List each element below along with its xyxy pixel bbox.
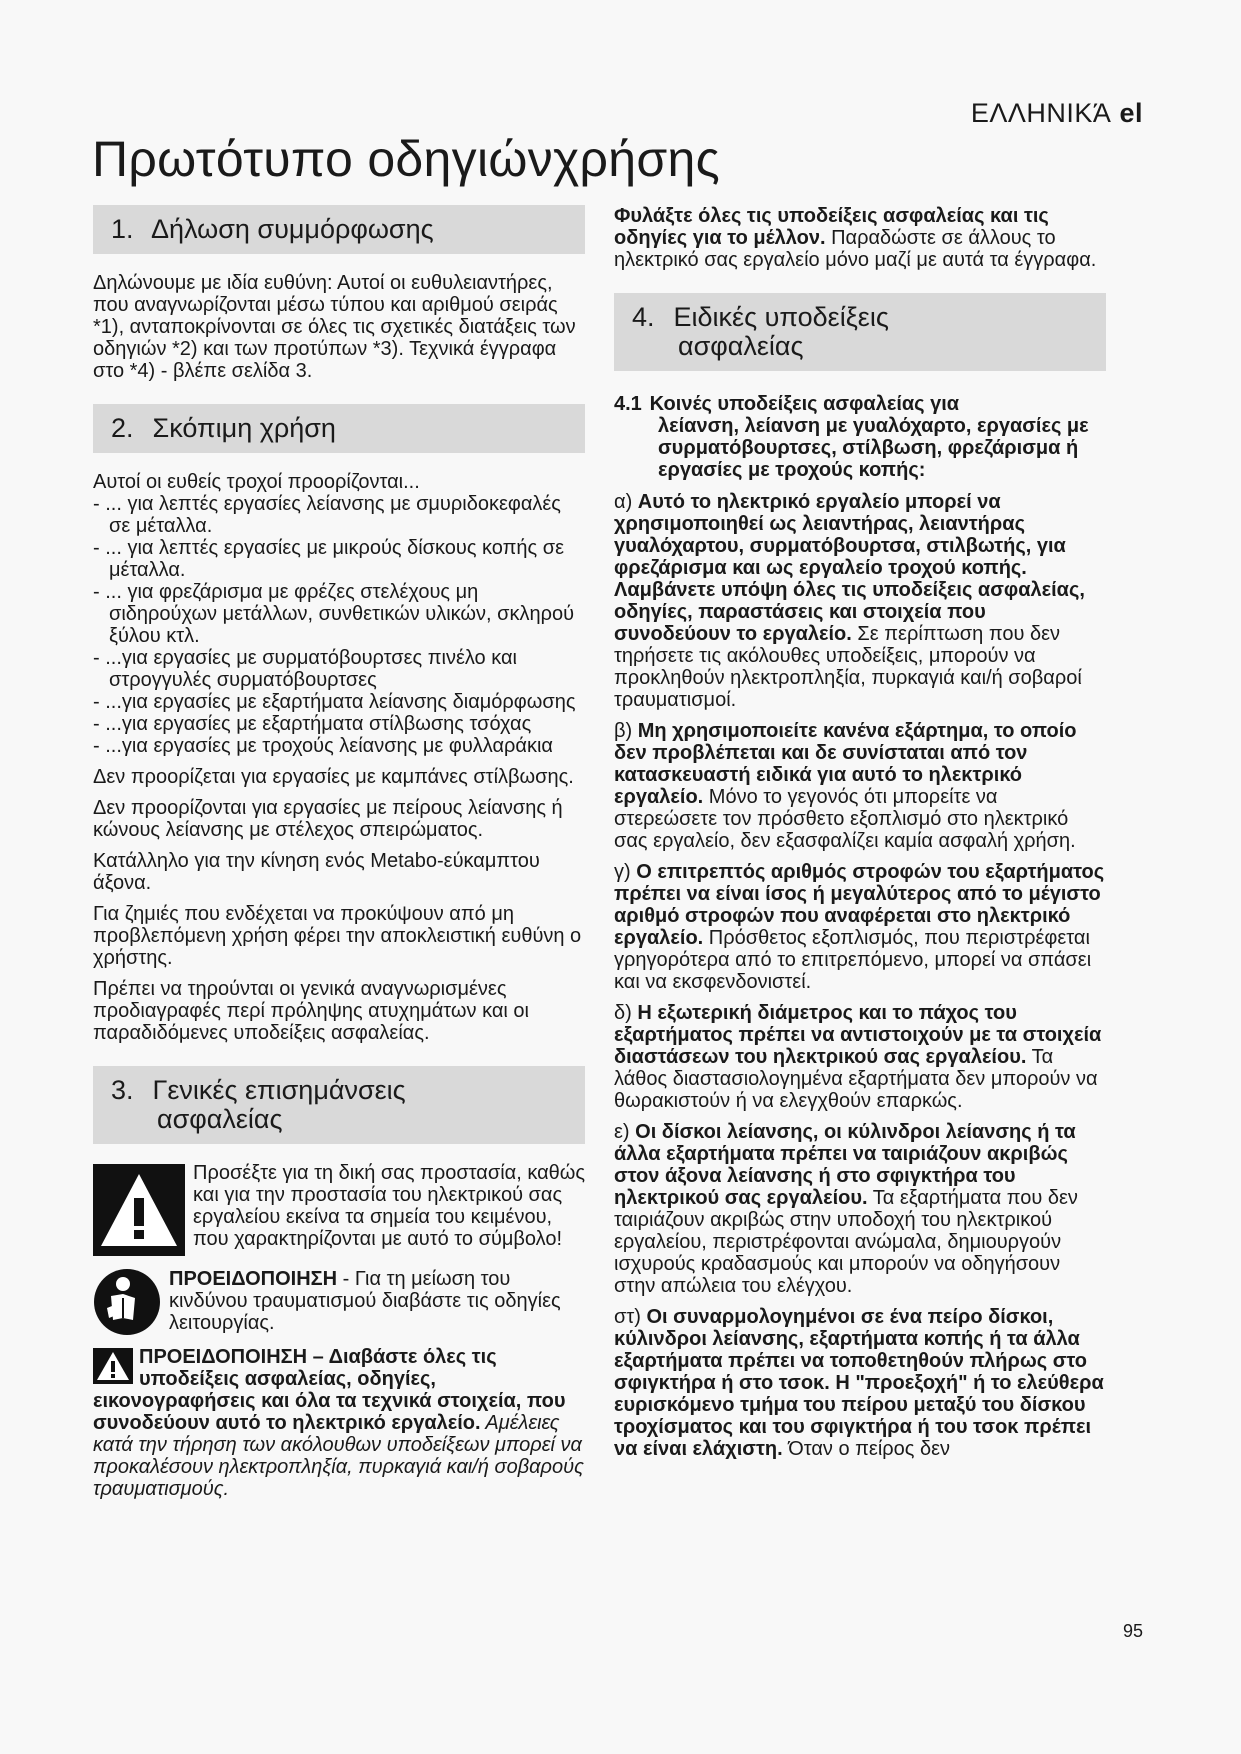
language-header	[971, 98, 1143, 129]
section-3-title-line2: ασφαλείας	[157, 1104, 283, 1134]
item-text: Σε περίπτωση που δεν τηρήσετε τις ακόλουθες υποδείξεις, μπορούν να προκληθούν ηλεκτροπληξία, πυρκαγιά και/ή σοβαροί τραυματισμοί.	[614, 623, 1082, 711]
item-label: ε)	[614, 1121, 636, 1143]
list-item: - ... για λεπτές εργασίες με μικρούς δίσκους κοπής σε μέταλλα.	[93, 537, 564, 581]
list-item: - ... για λεπτές εργασίες λείανσης με σμυριδοκεφαλές σε μέταλλα.	[93, 493, 561, 537]
section-2-paragraph: Δεν προορίζεται για εργασίες με καμπάνες στίλβωσης.	[93, 766, 574, 788]
item-label: στ)	[614, 1306, 647, 1328]
section-1-heading	[93, 205, 585, 254]
section-2-title: Σκόπιμη χρήση	[152, 413, 336, 443]
list-item: - ...για εργασίες με εξαρτήματα στίλβωσης τσόχας	[93, 713, 532, 735]
warning-read-all	[93, 1346, 585, 1500]
keep-instructions-text: Παραδώστε σε άλλους το ηλεκτρικό σας εργαλείο μόνο μαζί με αυτά τα έγγραφα.	[614, 227, 1097, 271]
item-text: Μόνο το γεγονός ότι μπορείτε να στερεώσετε τον πρόσθετο εξοπλισμό στο ηλεκτρικό σας εργαλείο, δεν εξασφαλίζει καμία ασφαλή χρήση.	[614, 786, 1076, 852]
document-title: Πρωτότυπο οδηγιώνχρήσης	[92, 131, 721, 187]
item-bold-text: Αυτό το ηλεκτρικό εργαλείο μπορεί να χρησιμοποιηθεί ως λειαντήρας, λειαντήρας γυαλόχαρτου, συρματόβουρτσα, στιλβωτής, για φρεζάρισμα και ως εργαλείο τροχού κοπής. Λαμβάνετε υπόψη όλες τις υποδείξεις ασφαλείας, οδηγίες, παραστάσεις και στοιχεία που συνοδεύουν το εργαλείο.	[614, 491, 1085, 645]
keep-instructions	[614, 205, 1106, 271]
section-2-intro: Αυτοί οι ευθείς τροχοί προορίζονται...	[93, 471, 420, 493]
section-4-number: 4.	[632, 302, 655, 332]
section-2-paragraph: Για ζημιές που ενδέχεται να προκύψουν από μη προβλεπόμενη χρήση φέρει την αποκλειστική ευθύνη ο χρήστης.	[93, 903, 582, 969]
item-label: δ)	[614, 1002, 638, 1024]
right-column	[614, 205, 1106, 1469]
section-2-heading	[93, 404, 585, 453]
safety-item-e	[614, 1121, 1106, 1297]
section-3-title-line1: Γενικές επισημάνσεις	[152, 1075, 406, 1105]
subsection-4-1-title-rest: λείανση, λείανση με γυαλόχαρτο, εργασίες με συρματόβουρτσες, στίλβωση, φρεζάρισμα ή εργασίες με τροχούς κοπής:	[658, 415, 1089, 481]
item-text: Πρόσθετος εξοπλισμός, που περιστρέφεται γρηγορότερα από το επιτρεπόμενο, μπορεί να σπάσει και να εκσφενδονιστεί.	[614, 927, 1092, 993]
safety-item-c	[614, 861, 1106, 993]
item-text: Όταν ο πείρος δεν	[782, 1438, 951, 1460]
warning-read-manual-text: - Για τη μείωση του κινδύνου τραυματισμού διαβάστε τις οδηγίες λειτουργίας.	[169, 1268, 561, 1334]
warning-general-text: Προσέξτε για τη δική σας προστασία, καθώς και για την προστασία του ηλεκτρικού σας εργαλείου εκείνα τα σημεία του κειμένου, που χαρακτηρίζονται με αυτό το σύμβολο!	[193, 1162, 586, 1250]
subsection-4-1-number: 4.1	[614, 393, 642, 415]
language-code: el	[1119, 98, 1143, 128]
item-label: α)	[614, 491, 638, 513]
section-2-paragraph: Πρέπει να τηρούνται οι γενικά αναγνωρισμένες προδιαγραφές περί πρόληψης ατυχημάτων και οι παραδιδόμενες υποδείξεις ασφαλείας.	[93, 978, 529, 1044]
item-text: Τα λάθος διαστασιολογημένα εξαρτήματα δεν μπορούν να θωρακιστούν ή να ελεγχθούν επαρκώς.	[614, 1046, 1098, 1112]
section-4-heading	[614, 293, 1106, 371]
keep-instructions-bold: Φυλάξτε όλες τις υποδείξεις ασφαλείας και τις οδηγίες για το μέλλον.	[614, 205, 1049, 249]
safety-item-d	[614, 1002, 1106, 1112]
section-2-number: 2.	[111, 413, 134, 443]
list-item: - ... για φρεζάρισμα με φρέζες στελέχους μη σιδηρούχων μετάλλων, συνθετικών υλικών, σκληρού ξύλου κτλ.	[93, 581, 575, 647]
left-column	[93, 205, 585, 1510]
safety-item-a	[614, 491, 1106, 711]
section-1-body: Δηλώνουμε με ιδία ευθύνη: Αυτοί οι ευθυλειαντήρες, που αναγνωρίζονται μέσω τύπου και αριθμού σειράς *1), ανταποκρίνονται σε όλες τις σχετικές διατάξεις των οδηγιών *2) και των προτύπων *3). Τεχνικά έγγραφα στο *4) - βλέπε σελίδα 3.	[93, 272, 576, 382]
list-item: - ...για εργασίες με εξαρτήματα λείανσης διαμόρφωσης	[93, 691, 576, 713]
list-item: - ...για εργασίες με τροχούς λείανσης με φυλλαράκια	[93, 735, 553, 757]
warning-read-manual	[93, 1268, 585, 1336]
safety-item-b	[614, 720, 1106, 852]
item-bold-text: Οι συναρμολογημένοι σε ένα πείρο δίσκοι, κύλινδροι λείανσης, εξαρτήματα κοπής ή τα άλλα εξαρτήματα πρέπει να τοποθετηθούν πλήρως στο σφιγκτήρα ή στο τσοκ. Η "προεξοχή" ή το ελεύθερα ευρισκόμενο τμήμα του πείρου μεταξύ του δίσκου τροχίσματος και του σφιγκτήρα ή του τσοκ πρέπει να είναι ελάχιστη.	[614, 1306, 1104, 1460]
warning-read-all-italic: Αμέλειες κατά την τήρηση των ακόλουθων υποδείξεων μπορεί να προκαλέσουν ηλεκτροπληξία, πυρκαγιά και/ή σοβαρούς τραυματισμούς.	[93, 1412, 584, 1500]
page-number: 95	[1123, 1621, 1144, 1641]
section-3-heading	[93, 1066, 585, 1144]
language-label: ΕΛΛΗΝΙΚΆ	[970, 98, 1112, 128]
read-manual-icon	[93, 1268, 161, 1336]
item-bold-text: Ο επιτρεπτός αριθμός στροφών του εξαρτήματος πρέπει να είναι ίσος ή μεγαλύτερος από το μέγιστο αριθμό στροφών που αναφέρεται στο ηλεκτρικό εργαλείο.	[614, 861, 1105, 949]
section-2-paragraph: Κατάλληλο για την κίνηση ενός Metabo-εύκαμπτου άξονα.	[93, 850, 540, 894]
safety-item-f	[614, 1306, 1106, 1460]
item-bold-text: Οι δίσκοι λείανσης, οι κύλινδροι λείανσης ή τα άλλα εξαρτήματα πρέπει να ταιριάζουν ακριβώς στον άξονα λείανσης ή στο σφιγκτήρα του ηλεκτρικού σας εργαλείου.	[614, 1121, 1076, 1209]
warning-read-manual-label: ΠΡΟΕΙΔΟΠΟΙΗΣΗ	[169, 1268, 338, 1290]
item-label: γ)	[614, 861, 637, 883]
item-text: Τα εξαρτήματα που δεν ταιριάζουν ακριβώς στην υποδοχή του ηλεκτρικού εργαλείου, περιστρέφονται ανώμαλα, δημιουργούν ισχυρούς κραδασμούς και μπορούν να οδηγήσουν στην απώλεια του ελέγχου.	[614, 1187, 1078, 1297]
item-bold-text: Μη χρησιμοποιείτε κανένα εξάρτημα, το οποίο δεν προβλέπεται και δε συνίσταται από τον κατασκευαστή ειδικά για αυτό το ηλεκτρικό εργαλείο.	[614, 720, 1077, 808]
subsection-4-1-heading	[614, 393, 1106, 481]
section-4-title-line1: Ειδικές υποδείξεις	[673, 302, 889, 332]
warning-triangle-icon	[93, 1164, 185, 1256]
section-4-title-line2: ασφαλείας	[678, 331, 804, 361]
section-2-paragraph: Δεν προορίζονται για εργασίες με πείρους λείανσης ή κώνους λείανσης με στέλεχος σπειρώματος.	[93, 797, 563, 841]
section-1-title: Δήλωση συμμόρφωσης	[151, 214, 434, 244]
item-bold-text: Η εξωτερική διάμετρος και το πάχος του εξαρτήματος πρέπει να αντιστοιχούν με τα στοιχεία διαστάσεων του ηλεκτρικού σας εργαλείου.	[614, 1002, 1102, 1068]
section-1-number: 1.	[111, 214, 134, 244]
item-label: β)	[614, 720, 638, 742]
warning-read-all-bold: ΠΡΟΕΙΔΟΠΟΙΗΣΗ – Διαβάστε όλες τις υποδείξεις ασφαλείας, οδηγίες, εικονογραφήσεις και όλα τα τεχνικά στοιχεία, που συνοδεύουν αυτό το ηλεκτρικό εργαλείο.	[93, 1346, 566, 1434]
warning-triangle-small-icon	[93, 1348, 133, 1384]
section-2-list	[93, 493, 585, 757]
subsection-4-1-title-line1: Κοινές υποδείξεις ασφαλείας για	[649, 393, 960, 415]
list-item: - ...για εργασίες με συρματόβουρτσες πινέλο και στρογγυλές συρματόβουρτσες	[93, 647, 517, 691]
section-3-number: 3.	[111, 1075, 134, 1105]
warning-general	[93, 1162, 585, 1258]
